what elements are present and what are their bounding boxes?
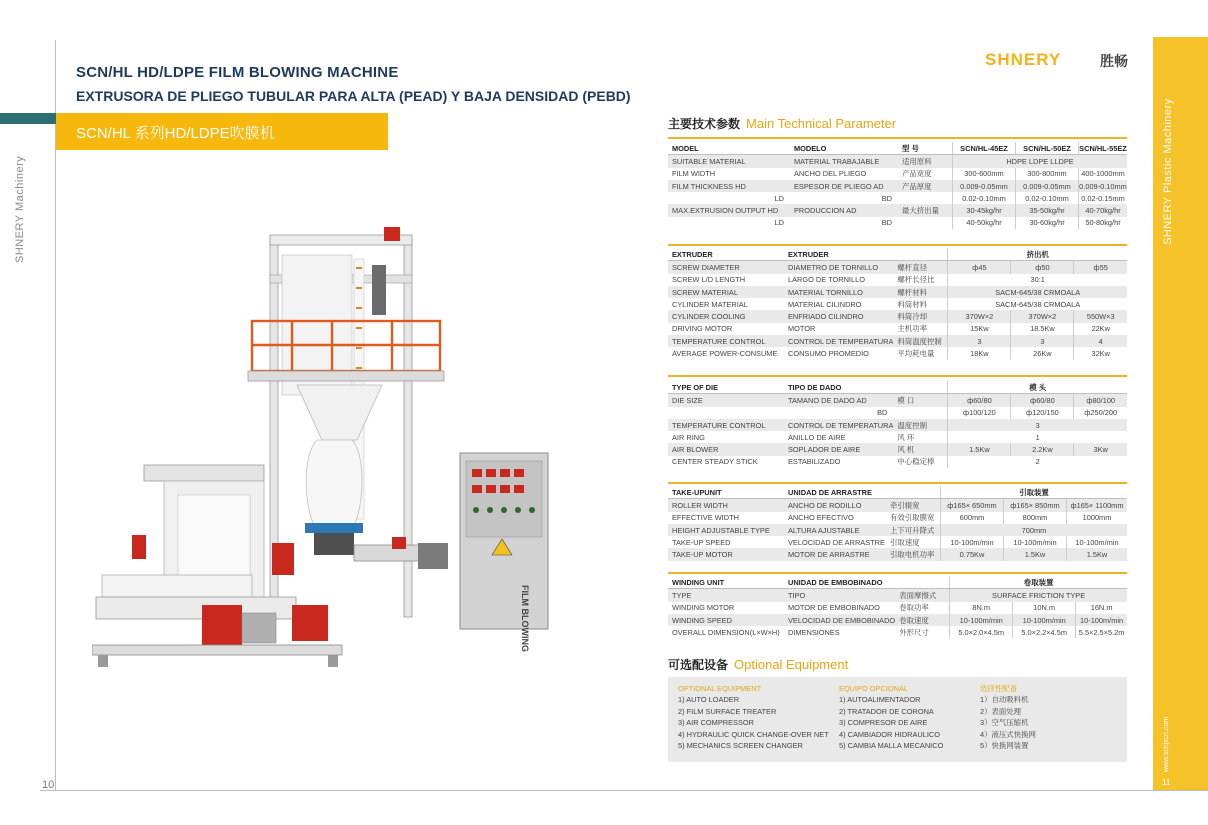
table-cell: SCREW MATERIAL (668, 286, 784, 298)
teal-accent-bar (0, 113, 56, 124)
optional-item: 4) CAMBIADOR HIDRAULICO (839, 729, 941, 739)
machine-illustration (92, 225, 562, 695)
table-cell: 温度控制 (893, 419, 948, 431)
brand-logo-cn: 胜畅 (1100, 53, 1128, 69)
table-cell: DIAMETRO DE TORNILLO (784, 261, 893, 274)
table-row (668, 407, 1127, 419)
table-row (668, 602, 1127, 614)
table-cell: HEIGHT ADJUSTABLE TYPE (668, 524, 784, 536)
spec-table-extruder (668, 248, 1127, 360)
table-cell: 18.5Kw (1011, 323, 1074, 335)
optional-col-en (678, 683, 829, 751)
table-cell: 产品厚度 (898, 180, 953, 192)
table-cell: 1.5Kw (1067, 548, 1128, 560)
table-cell: AIR RING (668, 431, 784, 443)
table-cell: SCN/HL-55EZ (1079, 142, 1128, 155)
table-cell: 3 (1011, 335, 1074, 347)
optional-item: 2）表面处理 (980, 706, 1022, 716)
table-cell: EXTRUDER (668, 248, 784, 261)
table-cell: UNIDAD DE ARRASTRE (784, 486, 886, 499)
table-cell: 10-100m/min (1067, 536, 1128, 548)
table-cell: 中心稳定棒 (893, 456, 948, 468)
table-cell: EXTRUDER (784, 248, 893, 261)
table-cell: 40-50kg/hr (953, 217, 1016, 229)
table-cell: 600mm (941, 512, 1004, 524)
table-cell: ENFRIADO CILINDRO (784, 310, 893, 322)
table-cell: SCN/HL-50EZ (1016, 142, 1079, 155)
optional-item: 5) CAMBIA MALLA MECANICO (839, 741, 944, 751)
spec-table-general (668, 142, 1127, 229)
table-cell: SUITABLE MATERIAL (668, 155, 790, 168)
gold-divider (668, 482, 1127, 484)
table-cell: 8N.m (950, 602, 1013, 614)
table-cell: 0.75Kw (941, 548, 1004, 560)
table-cell: 22Kw (1074, 323, 1127, 335)
optional-item: 5) MECHANICS SCREEN CHANGER (678, 741, 803, 751)
spec-table-takeup (668, 486, 1127, 561)
table-cell: SOPLADOR DE AIRE (784, 443, 893, 455)
title-cn: SCN/HL 系列HD/LDPE吹膜机 (76, 125, 275, 142)
table-cell: 最大挤出量 (898, 204, 953, 216)
table-cell: 卷取装置 (950, 576, 1127, 589)
table-cell: MATERIAL CILINDRO (784, 298, 893, 310)
table-cell: 3 (948, 419, 1127, 431)
table-cell: 10-100m/min (1013, 614, 1076, 626)
table-cell: 0.009-0.05mm (953, 180, 1016, 192)
table-cell: ANCHO DE RODILLO (784, 499, 886, 512)
table-cell: 0.02-0.10mm (953, 192, 1016, 204)
table-cell: 300-600mm (953, 168, 1016, 180)
table-cell: 螺杆材料 (893, 286, 948, 298)
table-cell: LD (668, 217, 790, 229)
table-cell: PRODUCCION AD (790, 204, 898, 216)
gold-divider (668, 572, 1127, 574)
optional-item: 3) AIR COMPRESSOR (678, 718, 754, 728)
title-cn-banner (56, 113, 388, 150)
optional-item: 5）快换网装置 (980, 741, 1029, 751)
table-row (668, 589, 1127, 602)
table-cell: DIE SIZE (668, 394, 784, 407)
side-brand-left (12, 133, 34, 263)
table-cell: MOTOR DE EMBOBINADO (784, 602, 895, 614)
side-brand-right (1160, 95, 1180, 245)
table-cell: 26Kw (1011, 347, 1074, 359)
table-cell: TIPO DE DADO (784, 381, 893, 394)
left-margin-rule (55, 40, 56, 790)
table-cell: 产品宽度 (898, 168, 953, 180)
table-cell: 2.2Kw (1011, 443, 1074, 455)
table-cell: LARGO DE TORNILLO (784, 274, 893, 286)
table-row (668, 192, 1127, 204)
spec-table-die (668, 381, 1127, 468)
table-cell: 370W×2 (948, 310, 1011, 322)
table-cell: ф60/80 (948, 394, 1011, 407)
table-row (668, 323, 1127, 335)
optional-item: 3) COMPRESOR DE AIRE (839, 718, 928, 728)
title-es: EXTRUSORA DE PLIEGO TUBULAR PARA ALTA (PEAD) Y BAJA DENSIDAD (PEBD) (76, 88, 631, 104)
table-cell: 引取装置 (941, 486, 1128, 499)
table-cell: MOTOR DE ARRASTRE (784, 548, 886, 560)
gold-divider (668, 137, 1127, 139)
table-row (668, 168, 1127, 180)
table-cell: WINDING SPEED (668, 614, 784, 626)
table-cell: 32Kw (1074, 347, 1127, 359)
table-cell: 15Kw (948, 323, 1011, 335)
table-cell: 挤出机 (948, 248, 1127, 261)
table-cell: AVERAGE POWER-CONSUME (668, 347, 784, 359)
table-cell: 1000mm (1067, 512, 1128, 524)
optional-item: 4）液压式快换网 (980, 729, 1036, 739)
table-cell: 10-100m/min (1004, 536, 1067, 548)
table-cell: ф120/150 (1011, 407, 1074, 419)
table-cell: TIPO (784, 589, 895, 602)
table-row (668, 204, 1127, 216)
side-brand-right-text: SHNERY Plastic Machinery (1162, 98, 1174, 245)
table-cell: 3 (948, 335, 1011, 347)
table-cell: ANCHO DEL PLIEGO (790, 168, 898, 180)
optional-col-es (839, 683, 943, 751)
table-cell: ф250/200 (1074, 407, 1127, 419)
table-cell: 模 口 (893, 394, 948, 407)
table-cell: 1.5Kw (1004, 548, 1067, 560)
table-cell: SACM-645/38 CRMOALA (948, 298, 1127, 310)
table-cell: BD (790, 217, 898, 229)
table-cell (893, 248, 948, 261)
table-row (668, 512, 1127, 524)
table-cell: EFFECTIVE WIDTH (668, 512, 784, 524)
brand-logo: SHNERY (985, 50, 1062, 69)
table-cell (895, 576, 950, 589)
table-row (668, 443, 1127, 455)
table-cell: 卷取功率 (895, 602, 950, 614)
table-cell (886, 486, 941, 499)
table-cell: MODELO (790, 142, 898, 155)
table-cell: WINDING UNIT (668, 576, 784, 589)
table-row (668, 261, 1127, 274)
table-cell: 4 (1074, 335, 1127, 347)
table-cell: 370W×2 (1011, 310, 1074, 322)
table-cell: 螺杆直径 (893, 261, 948, 274)
table-cell: 30:1 (948, 274, 1127, 286)
spec-table-winding (668, 576, 1127, 638)
table-cell: TEMPERATURE CONTROL (668, 419, 784, 431)
optional-item: 2) TRATADOR DE CORONA (839, 706, 934, 716)
page-number-right: 11 (1162, 778, 1171, 787)
table-cell: 10-100m/min (941, 536, 1004, 548)
table-cell: 30-60kg/hr (1016, 217, 1079, 229)
table-cell: ESPESOR DE PLIEGO AD (790, 180, 898, 192)
table-cell: VELOCIDAD DE ARRASTRE (784, 536, 886, 548)
table-cell: 35-50kg/hr (1016, 204, 1079, 216)
table-cell: 表面摩擦式 (895, 589, 950, 602)
table-cell: TYPE (668, 589, 784, 602)
table-row (668, 614, 1127, 626)
table-cell: 10-100m/min (1076, 614, 1127, 626)
table-cell: 40-70kg/hr (1079, 204, 1128, 216)
table-cell: LD (668, 192, 790, 204)
table-cell: 2 (948, 456, 1127, 468)
gold-divider (668, 375, 1127, 377)
table-cell: 0.009-0.05mm (1016, 180, 1079, 192)
page-number-left: 10 (42, 779, 55, 791)
table-cell: MODEL (668, 142, 790, 155)
table-cell: FILM THICKNESS HD (668, 180, 790, 192)
table-row (668, 536, 1127, 548)
table-cell: ANCHO EFECTIVO (784, 512, 886, 524)
table-row (668, 347, 1127, 359)
table-cell: HDPE LDPE LLDPE (953, 155, 1128, 168)
side-url-text: www.scnjxcn.com (1163, 716, 1170, 772)
table-cell: OVERALL DIMENSION(L×W×H) (668, 626, 784, 638)
table-cell: AIR BLOWER (668, 443, 784, 455)
table-cell (893, 407, 948, 419)
table-cell: TAKE-UPUNIT (668, 486, 784, 499)
table-row (668, 626, 1127, 638)
optional-heading-cn: 可选配设备 (668, 658, 729, 672)
table-row (668, 217, 1127, 229)
table-cell: 10-100m/min (950, 614, 1013, 626)
table-cell: MOTOR (784, 323, 893, 335)
table-row (668, 524, 1127, 536)
table-row (668, 499, 1127, 512)
table-cell: WINDING MOTOR (668, 602, 784, 614)
side-url (1163, 712, 1177, 772)
table-cell: 10N.m (1013, 602, 1076, 614)
table-row (668, 548, 1127, 560)
table-cell: 引取电机功率 (886, 548, 941, 560)
table-cell: 主机功率 (893, 323, 948, 335)
table-cell: 牵引辊宽 (886, 499, 941, 512)
table-cell: 1 (948, 431, 1127, 443)
table-cell: 800mm (1004, 512, 1067, 524)
table-cell: 5.5×2.5×5.2m (1076, 626, 1127, 638)
table-cell: VELOCIDAD DE EMBOBINADO (784, 614, 895, 626)
table-row (668, 381, 1127, 394)
table-cell (893, 381, 948, 394)
table-cell: 上下可升降式 (886, 524, 941, 536)
table-row (668, 394, 1127, 407)
table-cell: UNIDAD DE EMBOBINADO (784, 576, 895, 589)
side-brand-left-text: SHNERY Machinery (14, 155, 26, 263)
table-cell: TAKE-UP SPEED (668, 536, 784, 548)
table-row (668, 486, 1127, 499)
table-row (668, 419, 1127, 431)
table-cell: ф50 (1011, 261, 1074, 274)
table-cell: SCREW L/D LENGTH (668, 274, 784, 286)
table-cell (898, 192, 953, 204)
table-cell: SURFACE FRICTION TYPE (950, 589, 1127, 602)
table-cell: ф100/120 (948, 407, 1011, 419)
table-cell: 5.0×2.0×4.5m (950, 626, 1013, 638)
table-cell: 风 环 (893, 431, 948, 443)
table-row (668, 248, 1127, 261)
table-row (668, 155, 1127, 168)
optional-head-cn: 选择性配备 (980, 684, 1017, 693)
table-cell: TAMANO DE DADO AD (784, 394, 893, 407)
table-cell: ф165× 1100mm (1067, 499, 1128, 512)
table-row (668, 335, 1127, 347)
table-cell: 型 号 (898, 142, 953, 155)
table-cell: 模 头 (948, 381, 1127, 394)
table-cell (898, 217, 953, 229)
optional-heading-en: Optional Equipment (734, 657, 849, 672)
table-cell: 螺杆长径比 (893, 274, 948, 286)
table-cell: 18Kw (948, 347, 1011, 359)
table-row (668, 142, 1127, 155)
table-cell: ф60/80 (1011, 394, 1074, 407)
optional-equipment-box (668, 677, 1127, 762)
table-cell: TEMPERATURE CONTROL (668, 335, 784, 347)
table-cell: 外形尺寸 (895, 626, 950, 638)
table-cell: ESTABILIZADO (784, 456, 893, 468)
table-cell: CONTROL DE TEMPERATURA (784, 419, 893, 431)
table-cell: ф55 (1074, 261, 1127, 274)
optional-heading (668, 656, 848, 674)
optional-item: 1) AUTOALIMENTADOR (839, 695, 921, 705)
table-cell: 料筒材料 (893, 298, 948, 310)
table-cell: SCREW DIAMETER (668, 261, 784, 274)
table-cell: BD (790, 192, 898, 204)
table-cell: 料筒温度控制 (893, 335, 948, 347)
table-row (668, 274, 1127, 286)
table-cell: CONSUMO PROMEDIO (784, 347, 893, 359)
table-cell: 0.02-0.10mm (1016, 192, 1079, 204)
table-cell: TAKE-UP MOTOR (668, 548, 784, 560)
table-cell: 3Kw (1074, 443, 1127, 455)
gold-divider (668, 244, 1127, 246)
table-cell: FILM WIDTH (668, 168, 790, 180)
table-cell: 16N.m (1076, 602, 1127, 614)
table-row (668, 576, 1127, 589)
table-cell: 适用原料 (898, 155, 953, 168)
table-cell: SACM-645/38 CRMOALA (948, 286, 1127, 298)
table-cell: 引取速度 (886, 536, 941, 548)
bottom-rule (40, 790, 1208, 791)
title-en: SCN/HL HD/LDPE FILM BLOWING MACHINE (76, 64, 399, 81)
optional-item: 3）空气压缩机 (980, 718, 1029, 728)
table-cell: 0.02-0.15mm (1079, 192, 1128, 204)
main-parameter-heading-en: Main Technical Parameter (746, 116, 897, 131)
machine-label: FILM BLOWING (520, 585, 530, 652)
table-cell: ф80/100 (1074, 394, 1127, 407)
optional-item: 2) FILM SURFACE TREATER (678, 706, 777, 716)
optional-head-en: OPTIONAL EQUIPMENT (678, 684, 762, 693)
table-cell: 5.0×2.2×4.5m (1013, 626, 1076, 638)
table-cell: ROLLER WIDTH (668, 499, 784, 512)
table-cell: 30-45kg/hr (953, 204, 1016, 216)
table-cell: TYPE OF DIE (668, 381, 784, 394)
table-cell: 50-80kg/hr (1079, 217, 1128, 229)
table-cell: CONTROL DE TEMPERATURA (784, 335, 893, 347)
main-parameter-heading-cn: 主要技术参数 (668, 117, 741, 131)
table-cell: 400-1000mm (1079, 168, 1128, 180)
table-cell: MAX.EXTRUSION OUTPUT HD (668, 204, 790, 216)
table-cell: DIMENSIONES (784, 626, 895, 638)
table-row (668, 298, 1127, 310)
optional-item: 1) AUTO LOADER (678, 695, 740, 705)
table-cell: 风 机 (893, 443, 948, 455)
table-cell: CYLINDER COOLING (668, 310, 784, 322)
table-row (668, 310, 1127, 322)
optional-col-cn (980, 683, 1036, 751)
table-cell: ANILLO DE AIRE (784, 431, 893, 443)
optional-item: 1）自动吸料机 (980, 695, 1029, 705)
optional-item: 4) HYDRAULIC QUICK CHANGE-OVER NET (678, 729, 829, 739)
table-cell: DRIVING MOTOR (668, 323, 784, 335)
table-cell: 卷取速度 (895, 614, 950, 626)
table-cell: 0.009-0.10mm (1079, 181, 1127, 191)
table-cell: 平均耗电量 (893, 347, 948, 359)
table-cell: ф45 (948, 261, 1011, 274)
table-cell: SCN/HL-45EZ (953, 142, 1016, 155)
table-cell: MATERIAL TORNILLO (784, 286, 893, 298)
table-cell: ф165× 650mm (941, 499, 1004, 512)
table-cell: MATERIAL TRABAJABLE (790, 155, 898, 168)
optional-head-es: EQUIPO OPCIONAL (839, 684, 908, 693)
table-row (668, 431, 1127, 443)
table-cell: 300-800mm (1016, 168, 1079, 180)
main-parameter-heading (668, 115, 896, 133)
table-cell: 料筒冷却 (893, 310, 948, 322)
table-cell: 有效引取膜宽 (886, 512, 941, 524)
table-row (668, 456, 1127, 468)
table-cell: 700mm (941, 524, 1128, 536)
table-row (668, 286, 1127, 298)
table-cell: BD (784, 407, 893, 419)
table-cell: CYLINDER MATERIAL (668, 298, 784, 310)
table-row (668, 180, 1127, 192)
table-cell (668, 407, 784, 419)
table-cell: CENTER STEADY STICK (668, 456, 784, 468)
table-cell: ф165× 850mm (1004, 499, 1067, 512)
table-cell: 1.5Kw (948, 443, 1011, 455)
table-cell: 550W×3 (1074, 310, 1127, 322)
table-cell: ALTURA AJUSTABLE (784, 524, 886, 536)
